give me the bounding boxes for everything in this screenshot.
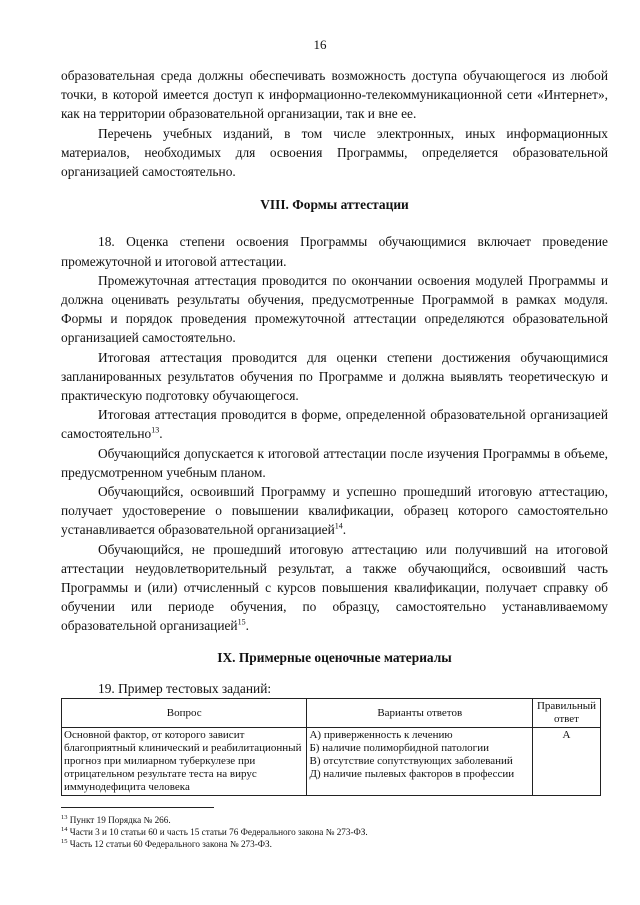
section-9-heading: IX. Примерные оценочные материалы (217, 649, 452, 665)
header-answer: Правильный ответ (533, 699, 601, 728)
header-options: Варианты ответов (307, 699, 533, 728)
footnote-15: $^{15}$ Часть 12 статьи 60 Федерального закона № 273-ФЗ. (61, 837, 272, 849)
intro-paragraph-2: Перечень учебных изданий, в том числе электронных, иных информационных материалов, необходимых для освоения Программы, определяется образовательной организацией самостоятельно. (61, 125, 608, 180)
answer-cell: А (533, 728, 601, 796)
footnote-14: $^{14}$ Части 3 и 10 статьи 60 и часть 15 статьи 76 Федерального закона № 273-ФЗ. (61, 825, 368, 837)
section-8-paragraph-2: Промежуточная аттестация проводится по окончании освоения модулей Программы и должна оценивать результаты обучения, предусмотренные Программой в рамках модуля. Формы и порядок проведения промежуточной аттестации определяются образовательной организацией самостоятельно. (61, 272, 608, 346)
footnotes (61, 807, 608, 850)
header-question: Вопрос (62, 699, 307, 728)
footnote-ref-15: 15 (237, 618, 246, 628)
option-c: В) отсутствие сопутствующих заболеваний (309, 755, 513, 768)
section-8-paragraph-1: 18. Оценка степени освоения Программы обучающимися включает проведение промежуточной и итоговой аттестации. (61, 234, 608, 269)
page-number: 16 (313, 37, 327, 52)
option-a: А) приверженность к лечению (309, 729, 453, 742)
section-8-paragraph-7: Обучающийся, не прошедший итоговую аттестацию или получивший на итоговой аттестации неудовлетворительный результат, а также обучающийся, освоивший часть Программы и (или) отчисленный с курсов повышения квалификации, получает справку об обучении или периоде обучения, по образцу, самостоятельно устанавливаемому образовательной организацией$^{15}$. (61, 541, 608, 634)
section-8-paragraph-4: Итоговая аттестация проводится в форме, определенной образовательной организацией самостоятельно$^{13}$. (61, 407, 608, 442)
section-8-heading: VIII. Формы аттестации (260, 197, 409, 213)
footnote-ref-13: 13 (151, 425, 160, 435)
table-header-row (62, 699, 601, 728)
intro-paragraph-1: образовательная среда должны обеспечивать возможность доступа обучающегося из любой точки, в которой имеется доступ к информационно-телекоммуникационной сети «Интернет», как на территории образовательной организации, так и вне ее. (61, 68, 608, 122)
test-tasks-intro: 19. Пример тестовых заданий: (98, 680, 272, 696)
question-cell: Основной фактор, от которого зависит благоприятный клинический и реабилитационный прогноз при милиарном туберкулезе при отрицательном результате теста на вирус иммунодефицита человека (62, 728, 307, 796)
option-b: Б) наличие полиморбидной патологии (309, 742, 489, 755)
section-8-paragraph-5: Обучающийся допускается к итоговой аттестации после изучения Программы в объеме, предусмотренном учебным планом. (61, 445, 608, 480)
document-body (61, 66, 608, 796)
test-tasks-table (61, 698, 601, 796)
table-row (62, 728, 601, 796)
options-cell (307, 728, 533, 796)
footnote-divider (61, 807, 214, 808)
section-8-paragraph-6: Обучающийся, освоивший Программу и успешно прошедший итоговую аттестацию, получает удостоверение о повышении квалификации, образец которого самостоятельно устанавливается образовательной организацией$^{14}$. (61, 484, 608, 538)
footnote-ref-14: 14 (334, 522, 343, 531)
footnote-13: $^{13}$ Пункт 19 Порядка № 266. (61, 813, 171, 825)
option-d: Д) наличие пылевых факторов в профессии (309, 768, 515, 781)
section-8-paragraph-3: Итоговая аттестация проводится для оценки степени достижения обучающимися запланированных результатов обучения по Программе и должна выявлять теоретическую и практическую подготовку обучающегося. (61, 349, 608, 404)
